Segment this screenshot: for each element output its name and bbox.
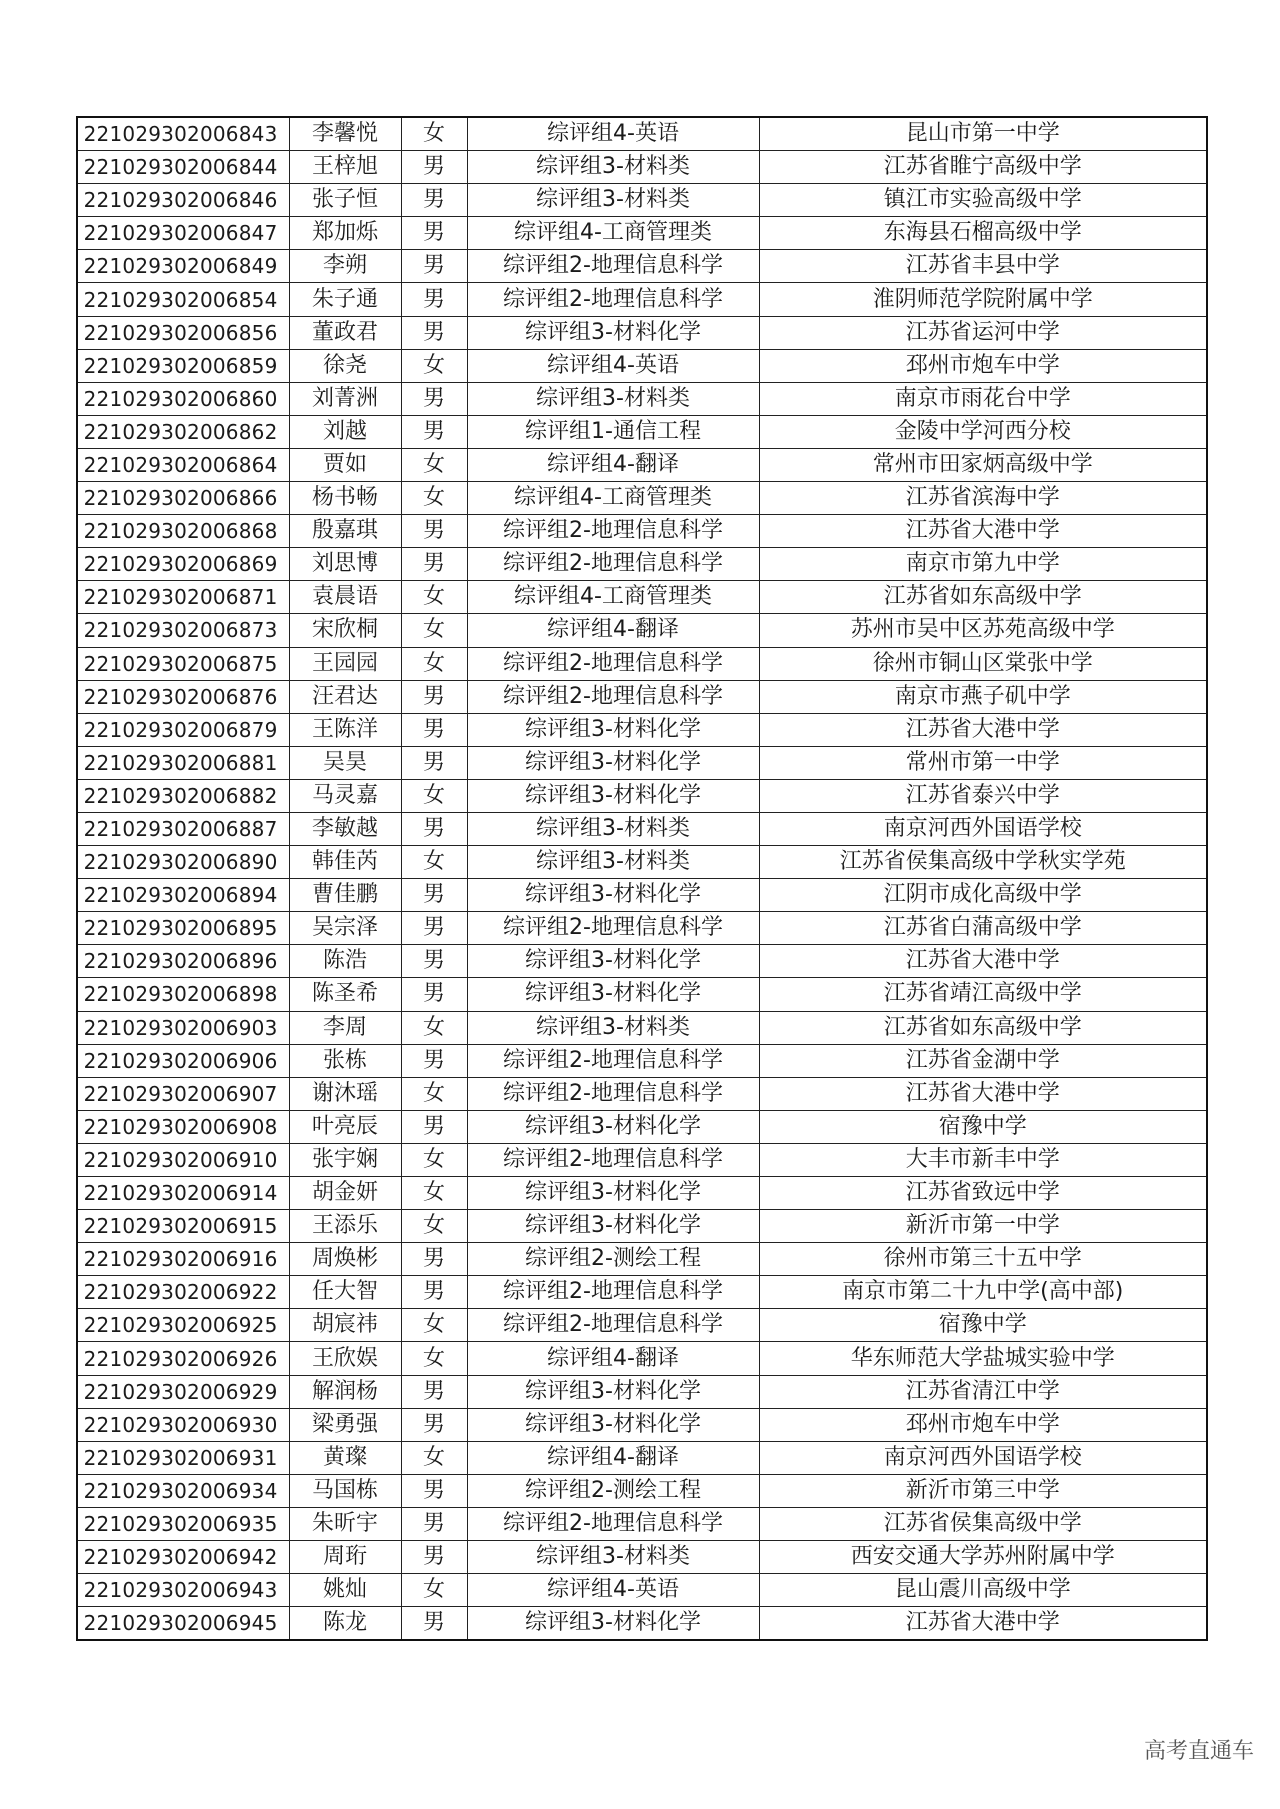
name-cell: 王欣娱 bbox=[289, 1342, 401, 1375]
watermark-text: 高考直通车 bbox=[1143, 1739, 1254, 1764]
candidate-id-cell: 221029302006915 bbox=[77, 1210, 289, 1243]
table-row bbox=[77, 1408, 1207, 1441]
program-group-cell: 综评组2-地理信息科学 bbox=[467, 1507, 759, 1540]
name-cell: 周珩 bbox=[289, 1541, 401, 1574]
program-group-cell: 综评组2-地理信息科学 bbox=[467, 1143, 759, 1176]
school-cell: 华东师范大学盐城实验中学 bbox=[759, 1342, 1207, 1375]
program-group-cell: 综评组3-材料化学 bbox=[467, 1210, 759, 1243]
name-cell: 陈圣希 bbox=[289, 978, 401, 1011]
gender-cell: 女 bbox=[401, 779, 467, 812]
school-cell: 新沂市第一中学 bbox=[759, 1210, 1207, 1243]
candidate-id-cell: 221029302006942 bbox=[77, 1541, 289, 1574]
program-group-cell: 综评组3-材料类 bbox=[467, 382, 759, 415]
gender-cell: 女 bbox=[401, 1143, 467, 1176]
candidate-id-cell: 221029302006907 bbox=[77, 1077, 289, 1110]
table-row bbox=[77, 713, 1207, 746]
table-row bbox=[77, 1210, 1207, 1243]
program-group-cell: 综评组4-翻译 bbox=[467, 1342, 759, 1375]
name-cell: 韩佳芮 bbox=[289, 846, 401, 879]
gender-cell: 女 bbox=[401, 1177, 467, 1210]
candidate-id-cell: 221029302006873 bbox=[77, 614, 289, 647]
program-group-cell: 综评组4-翻译 bbox=[467, 448, 759, 481]
table-row bbox=[77, 614, 1207, 647]
name-cell: 张栋 bbox=[289, 1044, 401, 1077]
gender-cell: 男 bbox=[401, 217, 467, 250]
candidate-id-cell: 221029302006843 bbox=[77, 117, 289, 151]
program-group-cell: 综评组2-地理信息科学 bbox=[467, 1077, 759, 1110]
school-cell: 徐州市铜山区棠张中学 bbox=[759, 647, 1207, 680]
candidate-id-cell: 221029302006931 bbox=[77, 1441, 289, 1474]
name-cell: 任大智 bbox=[289, 1276, 401, 1309]
table-row bbox=[77, 1574, 1207, 1607]
school-cell: 南京市第九中学 bbox=[759, 548, 1207, 581]
name-cell: 谢沐瑶 bbox=[289, 1077, 401, 1110]
table-row bbox=[77, 217, 1207, 250]
table-row bbox=[77, 812, 1207, 845]
gender-cell: 男 bbox=[401, 1474, 467, 1507]
program-group-cell: 综评组3-材料类 bbox=[467, 151, 759, 184]
gender-cell: 女 bbox=[401, 349, 467, 382]
table-row bbox=[77, 1143, 1207, 1176]
gender-cell: 女 bbox=[401, 482, 467, 515]
candidate-id-cell: 221029302006890 bbox=[77, 846, 289, 879]
gender-cell: 男 bbox=[401, 812, 467, 845]
name-cell: 刘菁洲 bbox=[289, 382, 401, 415]
gender-cell: 男 bbox=[401, 713, 467, 746]
admission-roster-table bbox=[76, 116, 1208, 1641]
school-cell: 南京市燕子矶中学 bbox=[759, 680, 1207, 713]
program-group-cell: 综评组3-材料化学 bbox=[467, 713, 759, 746]
gender-cell: 男 bbox=[401, 151, 467, 184]
school-cell: 江苏省靖江高级中学 bbox=[759, 978, 1207, 1011]
candidate-id-cell: 221029302006887 bbox=[77, 812, 289, 845]
gender-cell: 男 bbox=[401, 1110, 467, 1143]
school-cell: 江苏省睢宁高级中学 bbox=[759, 151, 1207, 184]
table-row bbox=[77, 945, 1207, 978]
school-cell: 江苏省丰县中学 bbox=[759, 250, 1207, 283]
school-cell: 宿豫中学 bbox=[759, 1309, 1207, 1342]
name-cell: 曹佳鹏 bbox=[289, 879, 401, 912]
school-cell: 江苏省运河中学 bbox=[759, 316, 1207, 349]
name-cell: 马国栋 bbox=[289, 1474, 401, 1507]
gender-cell: 男 bbox=[401, 1044, 467, 1077]
school-cell: 南京河西外国语学校 bbox=[759, 812, 1207, 845]
name-cell: 王添乐 bbox=[289, 1210, 401, 1243]
name-cell: 刘思博 bbox=[289, 548, 401, 581]
candidate-id-cell: 221029302006871 bbox=[77, 581, 289, 614]
name-cell: 汪君达 bbox=[289, 680, 401, 713]
gender-cell: 男 bbox=[401, 548, 467, 581]
school-cell: 江苏省大港中学 bbox=[759, 945, 1207, 978]
candidate-id-cell: 221029302006903 bbox=[77, 1011, 289, 1044]
name-cell: 吴昊 bbox=[289, 746, 401, 779]
table-row bbox=[77, 283, 1207, 316]
table-row bbox=[77, 117, 1207, 151]
program-group-cell: 综评组4-翻译 bbox=[467, 1441, 759, 1474]
table-row bbox=[77, 382, 1207, 415]
school-cell: 江苏省滨海中学 bbox=[759, 482, 1207, 515]
program-group-cell: 综评组3-材料化学 bbox=[467, 746, 759, 779]
candidate-id-cell: 221029302006868 bbox=[77, 515, 289, 548]
gender-cell: 男 bbox=[401, 515, 467, 548]
program-group-cell: 综评组3-材料化学 bbox=[467, 1177, 759, 1210]
candidate-id-cell: 221029302006859 bbox=[77, 349, 289, 382]
school-cell: 江苏省泰兴中学 bbox=[759, 779, 1207, 812]
name-cell: 吴宗泽 bbox=[289, 912, 401, 945]
program-group-cell: 综评组1-通信工程 bbox=[467, 415, 759, 448]
name-cell: 马灵嘉 bbox=[289, 779, 401, 812]
table-row bbox=[77, 1243, 1207, 1276]
candidate-id-cell: 221029302006854 bbox=[77, 283, 289, 316]
name-cell: 朱子通 bbox=[289, 283, 401, 316]
table-row bbox=[77, 746, 1207, 779]
program-group-cell: 综评组4-工商管理类 bbox=[467, 482, 759, 515]
gender-cell: 女 bbox=[401, 846, 467, 879]
table-row bbox=[77, 448, 1207, 481]
school-cell: 东海县石榴高级中学 bbox=[759, 217, 1207, 250]
table-row bbox=[77, 415, 1207, 448]
program-group-cell: 综评组3-材料类 bbox=[467, 1541, 759, 1574]
candidate-id-cell: 221029302006866 bbox=[77, 482, 289, 515]
candidate-id-cell: 221029302006934 bbox=[77, 1474, 289, 1507]
program-group-cell: 综评组4-翻译 bbox=[467, 614, 759, 647]
program-group-cell: 综评组3-材料化学 bbox=[467, 1110, 759, 1143]
name-cell: 姚灿 bbox=[289, 1574, 401, 1607]
candidate-id-cell: 221029302006849 bbox=[77, 250, 289, 283]
name-cell: 胡宸祎 bbox=[289, 1309, 401, 1342]
program-group-cell: 综评组3-材料化学 bbox=[467, 316, 759, 349]
program-group-cell: 综评组2-测绘工程 bbox=[467, 1474, 759, 1507]
name-cell: 陈龙 bbox=[289, 1607, 401, 1641]
table-row bbox=[77, 1375, 1207, 1408]
program-group-cell: 综评组2-地理信息科学 bbox=[467, 515, 759, 548]
gender-cell: 男 bbox=[401, 912, 467, 945]
table-row bbox=[77, 1441, 1207, 1474]
name-cell: 张宇娴 bbox=[289, 1143, 401, 1176]
program-group-cell: 综评组2-地理信息科学 bbox=[467, 1276, 759, 1309]
name-cell: 黄璨 bbox=[289, 1441, 401, 1474]
school-cell: 江苏省侯集高级中学秋实学苑 bbox=[759, 846, 1207, 879]
program-group-cell: 综评组3-材料类 bbox=[467, 1011, 759, 1044]
candidate-id-cell: 221029302006908 bbox=[77, 1110, 289, 1143]
school-cell: 江苏省侯集高级中学 bbox=[759, 1507, 1207, 1540]
candidate-id-cell: 221029302006929 bbox=[77, 1375, 289, 1408]
table-row bbox=[77, 581, 1207, 614]
table-row bbox=[77, 1077, 1207, 1110]
roster-body bbox=[77, 117, 1207, 1640]
gender-cell: 男 bbox=[401, 184, 467, 217]
program-group-cell: 综评组2-地理信息科学 bbox=[467, 250, 759, 283]
candidate-id-cell: 221029302006879 bbox=[77, 713, 289, 746]
table-row bbox=[77, 1110, 1207, 1143]
school-cell: 江苏省白蒲高级中学 bbox=[759, 912, 1207, 945]
candidate-id-cell: 221029302006910 bbox=[77, 1143, 289, 1176]
candidate-id-cell: 221029302006894 bbox=[77, 879, 289, 912]
program-group-cell: 综评组2-地理信息科学 bbox=[467, 647, 759, 680]
program-group-cell: 综评组3-材料化学 bbox=[467, 779, 759, 812]
program-group-cell: 综评组3-材料类 bbox=[467, 184, 759, 217]
table-row bbox=[77, 680, 1207, 713]
program-group-cell: 综评组4-英语 bbox=[467, 349, 759, 382]
table-row bbox=[77, 250, 1207, 283]
table-row bbox=[77, 978, 1207, 1011]
name-cell: 徐尧 bbox=[289, 349, 401, 382]
program-group-cell: 综评组3-材料化学 bbox=[467, 1408, 759, 1441]
program-group-cell: 综评组3-材料化学 bbox=[467, 978, 759, 1011]
gender-cell: 男 bbox=[401, 978, 467, 1011]
school-cell: 江苏省金湖中学 bbox=[759, 1044, 1207, 1077]
table-row bbox=[77, 1541, 1207, 1574]
candidate-id-cell: 221029302006876 bbox=[77, 680, 289, 713]
school-cell: 镇江市实验高级中学 bbox=[759, 184, 1207, 217]
name-cell: 朱昕宇 bbox=[289, 1507, 401, 1540]
table-row bbox=[77, 1607, 1207, 1641]
table-row bbox=[77, 1309, 1207, 1342]
gender-cell: 男 bbox=[401, 1541, 467, 1574]
table-row bbox=[77, 184, 1207, 217]
table-row bbox=[77, 779, 1207, 812]
candidate-id-cell: 221029302006847 bbox=[77, 217, 289, 250]
school-cell: 江苏省大港中学 bbox=[759, 1607, 1207, 1641]
name-cell: 李敏越 bbox=[289, 812, 401, 845]
candidate-id-cell: 221029302006881 bbox=[77, 746, 289, 779]
school-cell: 邳州市炮车中学 bbox=[759, 1408, 1207, 1441]
gender-cell: 男 bbox=[401, 1276, 467, 1309]
gender-cell: 女 bbox=[401, 117, 467, 151]
school-cell: 江苏省大港中学 bbox=[759, 1077, 1207, 1110]
table-row bbox=[77, 1044, 1207, 1077]
gender-cell: 女 bbox=[401, 1011, 467, 1044]
school-cell: 昆山震川高级中学 bbox=[759, 1574, 1207, 1607]
school-cell: 苏州市吴中区苏苑高级中学 bbox=[759, 614, 1207, 647]
name-cell: 贾如 bbox=[289, 448, 401, 481]
name-cell: 郑加烁 bbox=[289, 217, 401, 250]
candidate-id-cell: 221029302006926 bbox=[77, 1342, 289, 1375]
school-cell: 江苏省致远中学 bbox=[759, 1177, 1207, 1210]
gender-cell: 男 bbox=[401, 879, 467, 912]
school-cell: 昆山市第一中学 bbox=[759, 117, 1207, 151]
program-group-cell: 综评组2-地理信息科学 bbox=[467, 548, 759, 581]
gender-cell: 男 bbox=[401, 283, 467, 316]
school-cell: 江苏省如东高级中学 bbox=[759, 1011, 1207, 1044]
table-row bbox=[77, 316, 1207, 349]
table-row bbox=[77, 515, 1207, 548]
school-cell: 宿豫中学 bbox=[759, 1110, 1207, 1143]
gender-cell: 男 bbox=[401, 680, 467, 713]
gender-cell: 男 bbox=[401, 250, 467, 283]
gender-cell: 女 bbox=[401, 647, 467, 680]
school-cell: 南京市第二十九中学(高中部) bbox=[759, 1276, 1207, 1309]
gender-cell: 男 bbox=[401, 1375, 467, 1408]
gender-cell: 男 bbox=[401, 1243, 467, 1276]
name-cell: 殷嘉琪 bbox=[289, 515, 401, 548]
school-cell: 江苏省如东高级中学 bbox=[759, 581, 1207, 614]
school-cell: 南京市雨花台中学 bbox=[759, 382, 1207, 415]
school-cell: 淮阴师范学院附属中学 bbox=[759, 283, 1207, 316]
table-row bbox=[77, 151, 1207, 184]
name-cell: 李馨悦 bbox=[289, 117, 401, 151]
program-group-cell: 综评组3-材料类 bbox=[467, 812, 759, 845]
gender-cell: 男 bbox=[401, 316, 467, 349]
gender-cell: 男 bbox=[401, 1507, 467, 1540]
candidate-id-cell: 221029302006922 bbox=[77, 1276, 289, 1309]
school-cell: 江苏省大港中学 bbox=[759, 515, 1207, 548]
candidate-id-cell: 221029302006896 bbox=[77, 945, 289, 978]
table-row bbox=[77, 1342, 1207, 1375]
school-cell: 金陵中学河西分校 bbox=[759, 415, 1207, 448]
gender-cell: 女 bbox=[401, 581, 467, 614]
gender-cell: 女 bbox=[401, 1309, 467, 1342]
gender-cell: 男 bbox=[401, 382, 467, 415]
gender-cell: 女 bbox=[401, 1210, 467, 1243]
candidate-id-cell: 221029302006906 bbox=[77, 1044, 289, 1077]
gender-cell: 女 bbox=[401, 448, 467, 481]
candidate-id-cell: 221029302006882 bbox=[77, 779, 289, 812]
candidate-id-cell: 221029302006945 bbox=[77, 1607, 289, 1641]
name-cell: 李周 bbox=[289, 1011, 401, 1044]
school-cell: 常州市第一中学 bbox=[759, 746, 1207, 779]
candidate-id-cell: 221029302006846 bbox=[77, 184, 289, 217]
gender-cell: 女 bbox=[401, 1342, 467, 1375]
program-group-cell: 综评组4-英语 bbox=[467, 1574, 759, 1607]
program-group-cell: 综评组3-材料化学 bbox=[467, 1607, 759, 1641]
program-group-cell: 综评组3-材料化学 bbox=[467, 945, 759, 978]
name-cell: 董政君 bbox=[289, 316, 401, 349]
school-cell: 江阴市成化高级中学 bbox=[759, 879, 1207, 912]
candidate-id-cell: 221029302006895 bbox=[77, 912, 289, 945]
table-row bbox=[77, 879, 1207, 912]
candidate-id-cell: 221029302006943 bbox=[77, 1574, 289, 1607]
gender-cell: 女 bbox=[401, 614, 467, 647]
table-row bbox=[77, 349, 1207, 382]
candidate-id-cell: 221029302006844 bbox=[77, 151, 289, 184]
school-cell: 南京河西外国语学校 bbox=[759, 1441, 1207, 1474]
program-group-cell: 综评组3-材料化学 bbox=[467, 879, 759, 912]
program-group-cell: 综评组2-地理信息科学 bbox=[467, 680, 759, 713]
school-cell: 徐州市第三十五中学 bbox=[759, 1243, 1207, 1276]
candidate-id-cell: 221029302006864 bbox=[77, 448, 289, 481]
program-group-cell: 综评组4-工商管理类 bbox=[467, 217, 759, 250]
program-group-cell: 综评组2-地理信息科学 bbox=[467, 912, 759, 945]
school-cell: 新沂市第三中学 bbox=[759, 1474, 1207, 1507]
candidate-id-cell: 221029302006898 bbox=[77, 978, 289, 1011]
gender-cell: 男 bbox=[401, 945, 467, 978]
name-cell: 梁勇强 bbox=[289, 1408, 401, 1441]
candidate-id-cell: 221029302006935 bbox=[77, 1507, 289, 1540]
program-group-cell: 综评组4-英语 bbox=[467, 117, 759, 151]
table-row bbox=[77, 482, 1207, 515]
candidate-id-cell: 221029302006916 bbox=[77, 1243, 289, 1276]
name-cell: 叶亮辰 bbox=[289, 1110, 401, 1143]
name-cell: 王梓旭 bbox=[289, 151, 401, 184]
candidate-id-cell: 221029302006930 bbox=[77, 1408, 289, 1441]
program-group-cell: 综评组4-工商管理类 bbox=[467, 581, 759, 614]
name-cell: 杨书畅 bbox=[289, 482, 401, 515]
name-cell: 袁晨语 bbox=[289, 581, 401, 614]
candidate-id-cell: 221029302006856 bbox=[77, 316, 289, 349]
gender-cell: 男 bbox=[401, 746, 467, 779]
roster-sheet bbox=[76, 116, 1206, 1641]
program-group-cell: 综评组2-测绘工程 bbox=[467, 1243, 759, 1276]
school-cell: 江苏省大港中学 bbox=[759, 713, 1207, 746]
name-cell: 刘越 bbox=[289, 415, 401, 448]
name-cell: 胡金妍 bbox=[289, 1177, 401, 1210]
program-group-cell: 综评组3-材料类 bbox=[467, 846, 759, 879]
program-group-cell: 综评组2-地理信息科学 bbox=[467, 283, 759, 316]
school-cell: 常州市田家炳高级中学 bbox=[759, 448, 1207, 481]
table-row bbox=[77, 647, 1207, 680]
name-cell: 张子恒 bbox=[289, 184, 401, 217]
program-group-cell: 综评组2-地理信息科学 bbox=[467, 1309, 759, 1342]
table-row bbox=[77, 548, 1207, 581]
gender-cell: 男 bbox=[401, 1607, 467, 1641]
name-cell: 王园园 bbox=[289, 647, 401, 680]
name-cell: 陈浩 bbox=[289, 945, 401, 978]
program-group-cell: 综评组3-材料化学 bbox=[467, 1375, 759, 1408]
table-row bbox=[77, 846, 1207, 879]
table-row bbox=[77, 1011, 1207, 1044]
candidate-id-cell: 221029302006925 bbox=[77, 1309, 289, 1342]
gender-cell: 女 bbox=[401, 1077, 467, 1110]
gender-cell: 女 bbox=[401, 1574, 467, 1607]
table-row bbox=[77, 912, 1207, 945]
program-group-cell: 综评组2-地理信息科学 bbox=[467, 1044, 759, 1077]
name-cell: 解润杨 bbox=[289, 1375, 401, 1408]
name-cell: 王陈洋 bbox=[289, 713, 401, 746]
table-row bbox=[77, 1474, 1207, 1507]
table-row bbox=[77, 1177, 1207, 1210]
table-row bbox=[77, 1276, 1207, 1309]
name-cell: 周焕彬 bbox=[289, 1243, 401, 1276]
candidate-id-cell: 221029302006875 bbox=[77, 647, 289, 680]
name-cell: 宋欣桐 bbox=[289, 614, 401, 647]
candidate-id-cell: 221029302006860 bbox=[77, 382, 289, 415]
table-row bbox=[77, 1507, 1207, 1540]
gender-cell: 男 bbox=[401, 1408, 467, 1441]
school-cell: 江苏省清江中学 bbox=[759, 1375, 1207, 1408]
gender-cell: 女 bbox=[401, 1441, 467, 1474]
gender-cell: 男 bbox=[401, 415, 467, 448]
school-cell: 邳州市炮车中学 bbox=[759, 349, 1207, 382]
school-cell: 西安交通大学苏州附属中学 bbox=[759, 1541, 1207, 1574]
school-cell: 大丰市新丰中学 bbox=[759, 1143, 1207, 1176]
candidate-id-cell: 221029302006914 bbox=[77, 1177, 289, 1210]
candidate-id-cell: 221029302006862 bbox=[77, 415, 289, 448]
candidate-id-cell: 221029302006869 bbox=[77, 548, 289, 581]
name-cell: 李朔 bbox=[289, 250, 401, 283]
